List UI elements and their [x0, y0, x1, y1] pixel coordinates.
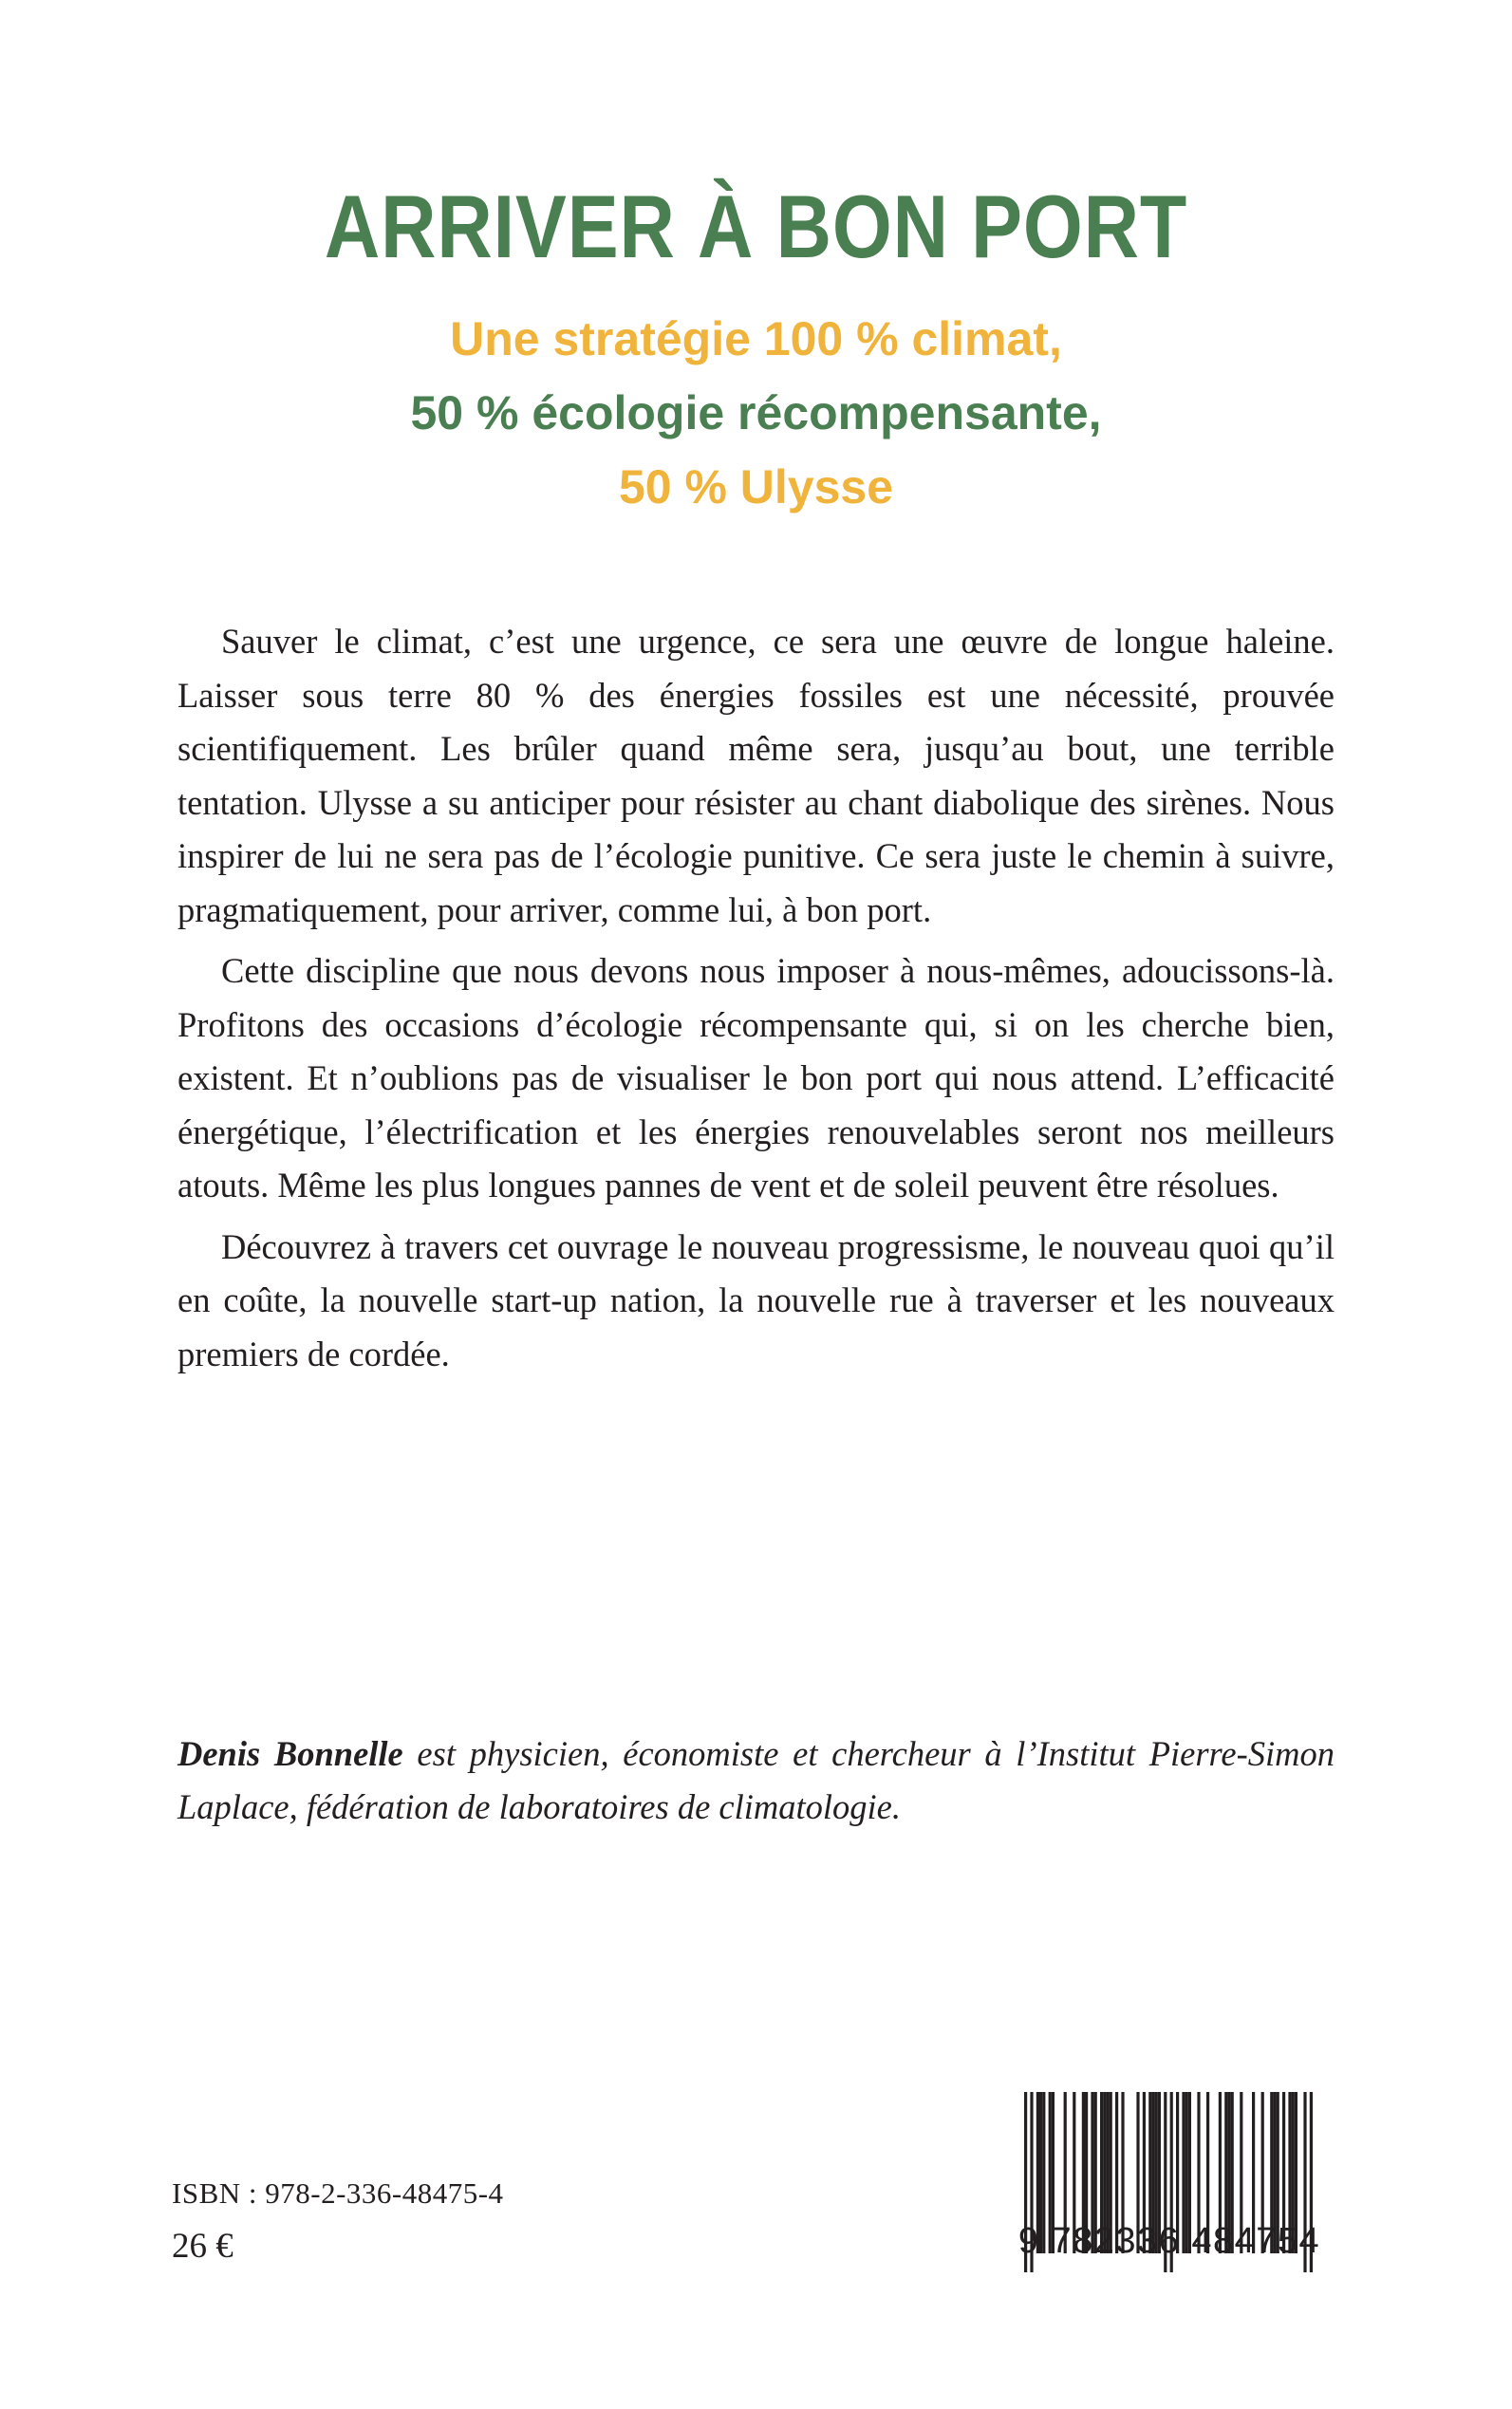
author-bio-text: est physicien, économiste et chercheur à l’Institut Pierre-Simon Laplace, fédération de laboratoires de climatologie.	[177, 1734, 1335, 1826]
subtitle-line-2: 50 % écologie récompensante,	[410, 386, 1102, 439]
price-label: 26 €	[172, 2227, 233, 2266]
blurb-paragraph-2: Cette discipline que nous devons nous imposer à nous-mêmes, adoucissons-là. Profitons des occasions d’écologie récompensante qui, si on les cherche bien, existent. Et n’oublions pas de visualiser le bon port qui nous attend. L’efficacité énergétique, l’électrification et les énergies renouvelables seront nos meilleurs atouts. Même les plus longues pannes de vent et de soleil peuvent être résolues.	[177, 951, 1335, 1204]
blurb-paragraph-3: Découvrez à travers cet ouvrage le nouveau progressisme, le nouveau quoi qu’il en coûte, la nouvelle start-up nation, la nouvelle rue à traverser et les nouveaux premiers de cordée.	[177, 1226, 1335, 1373]
subtitle	[0, 302, 1512, 524]
subtitle-line-3: 50 % Ulysse	[618, 460, 894, 514]
back-cover-blurb	[177, 615, 1335, 1389]
blurb-paragraph-1: Sauver le climat, c’est une urgence, ce sera une œuvre de longue haleine. Laisser sous terre 80 % des énergies fossiles est une nécessité, prouvée scientifiquement. Les brûler quand même sera, jusqu’au bout, une terrible tentation. Ulysse a su anticiper pour résister au chant diabolique des sirènes. Nous inspirer de lui ne sera pas de l’écologie punitive. Ce sera juste le chemin à suivre, pragmatiquement, pour arriver, comme lui, à bon port.	[177, 622, 1335, 929]
barcode-digits: 9 782336 484754	[1017, 2221, 1321, 2261]
subtitle-line-1: Une stratégie 100 % climat,	[450, 312, 1062, 365]
isbn-label: ISBN : 978-2-336-48475-4	[172, 2176, 504, 2210]
author-name: Denis Bonnelle	[177, 1734, 403, 1773]
book-title: ARRIVER À BON PORT	[324, 177, 1188, 276]
author-bio	[177, 1727, 1335, 1834]
